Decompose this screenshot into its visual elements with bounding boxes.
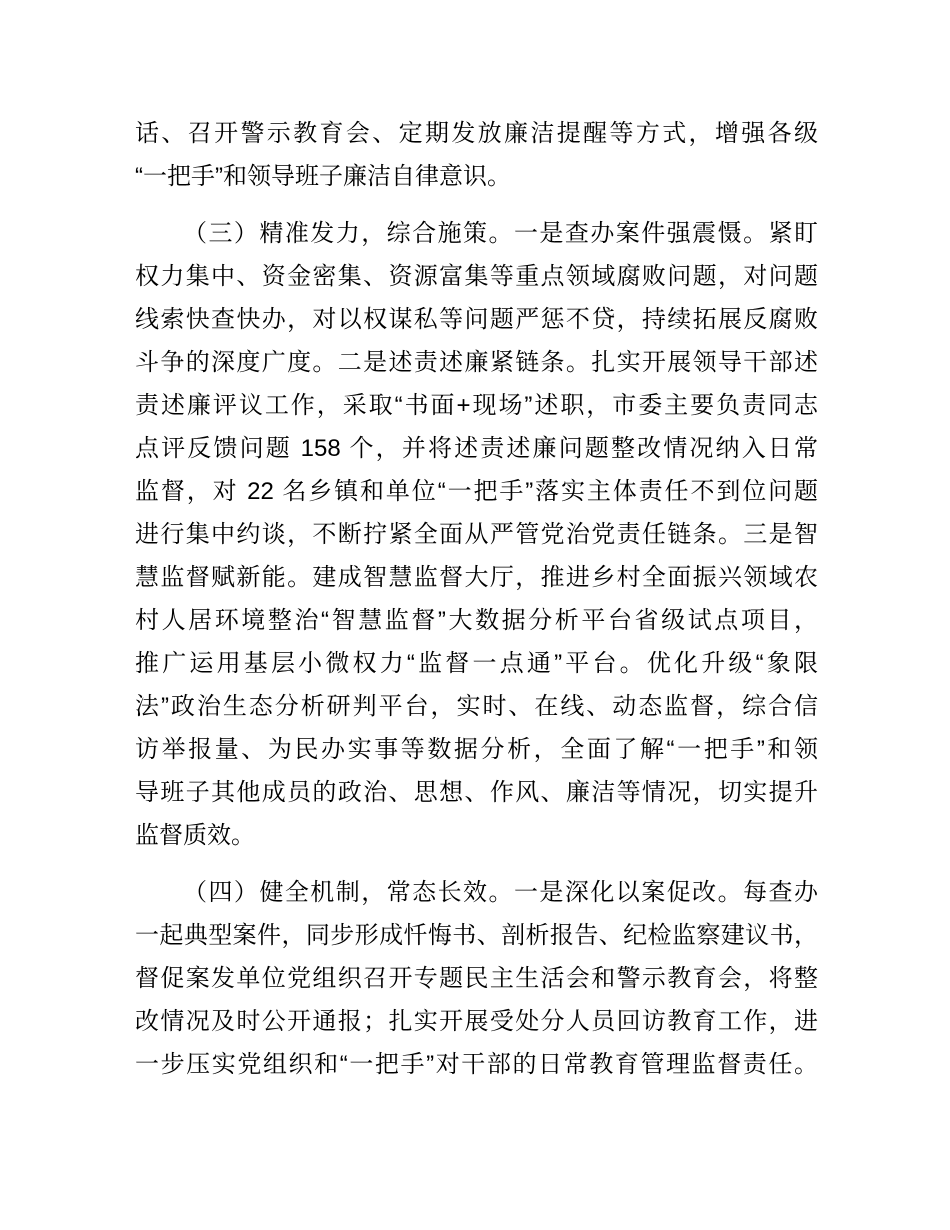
- text-line: 监督质效。: [135, 822, 255, 849]
- text-line: （三）精准发力，综合施策。一是查办案件强震慑。紧盯: [183, 220, 818, 247]
- text-line: 改情况及时公开通报；扎实开展受处分人员回访教育工作，进: [135, 1008, 818, 1035]
- text-line: 一起典型案件，同步形成忏悔书、剖析报告、纪检监察建议书，: [135, 922, 818, 949]
- document-body-text: [135, 112, 818, 1086]
- text-line: 村人居环境整治“智慧监督”大数据分析平台省级试点项目，: [135, 607, 818, 634]
- text-line: 慧监督赋新能。建成智慧监督大厅，推进乡村全面振兴领域农: [135, 564, 818, 591]
- text-line: 线索快查快办，对以权谋私等问题严惩不贷，持续拓展反腐败: [135, 306, 818, 333]
- text-line: 监督，对 22 名乡镇和单位“一把手”落实主体责任不到位问题: [135, 478, 818, 505]
- text-line: 法”政治生态分析研判平台，实时、在线、动态监督，综合信: [135, 693, 818, 720]
- text-line: 导班子其他成员的政治、思想、作风、廉洁等情况，切实提升: [135, 779, 818, 806]
- paragraph-section-3: [135, 212, 818, 857]
- paragraph-continuation: [135, 112, 818, 198]
- text-line: 话、召开警示教育会、定期发放廉洁提醒等方式，增强各级: [135, 120, 818, 147]
- text-line: 斗争的深度广度。二是述责述廉紧链条。扎实开展领导干部述: [135, 349, 818, 376]
- text-line: 一步压实党组织和“一把手”对干部的日常教育管理监督责任。: [135, 1051, 818, 1078]
- text-line: 督促案发单位党组织召开专题民主生活会和警示教育会，将整: [135, 965, 818, 992]
- text-line: 责述廉评议工作，采取“书面+现场”述职，市委主要负责同志: [135, 392, 818, 419]
- text-line: （四）健全机制，常态长效。一是深化以案促改。每查办: [183, 879, 818, 906]
- text-line: 进行集中约谈，不断拧紧全面从严管党治党责任链条。三是智: [135, 521, 818, 548]
- paragraph-section-4: [135, 871, 818, 1086]
- text-line: “一把手”和领导班子廉洁自律意识。: [135, 163, 511, 190]
- text-line: 权力集中、资金密集、资源富集等重点领域腐败问题，对问题: [135, 263, 818, 290]
- text-line: 访举报量、为民办实事等数据分析，全面了解“一把手”和领: [135, 736, 818, 763]
- text-line: 点评反馈问题 158 个，并将述责述廉问题整改情况纳入日常: [135, 435, 818, 462]
- text-line: 推广运用基层小微权力“监督一点通”平台。优化升级“象限: [135, 650, 818, 677]
